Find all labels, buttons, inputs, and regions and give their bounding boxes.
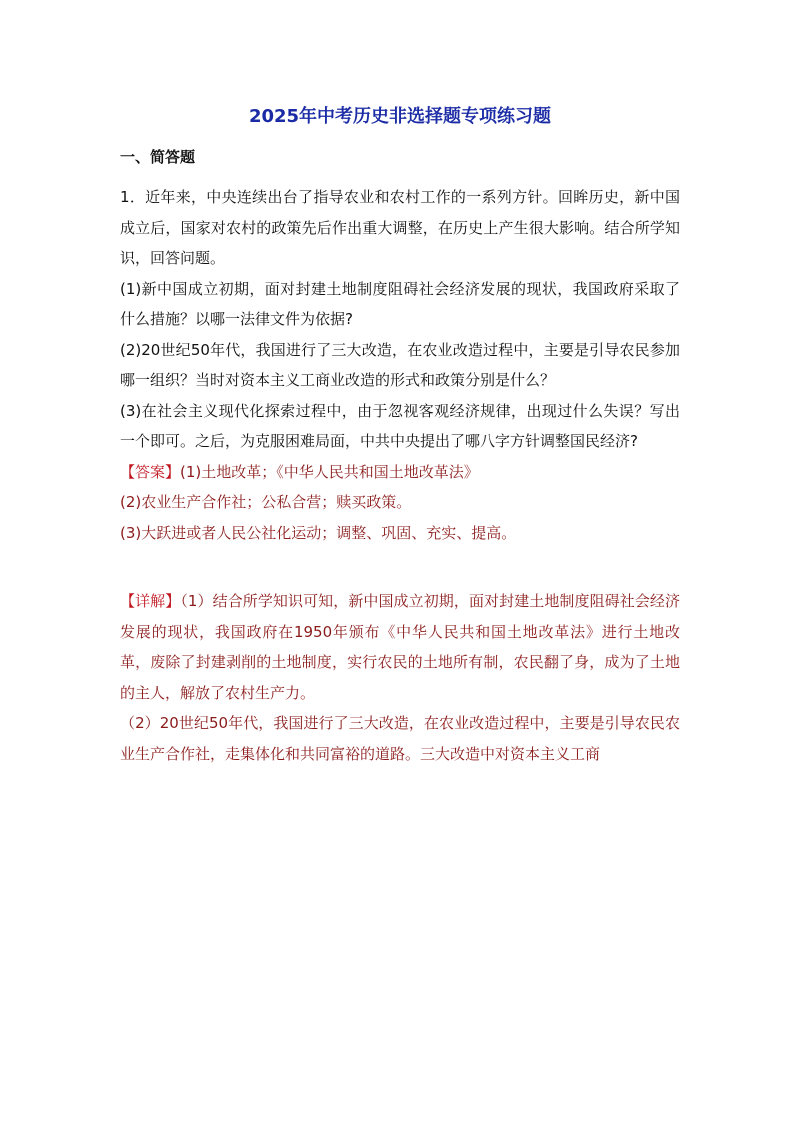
answer-line-2: (2)农业生产合作社；公私合营；赎买政策。 bbox=[120, 493, 412, 511]
section-heading: 一、简答题 bbox=[120, 148, 196, 166]
spacer bbox=[120, 548, 680, 586]
explanation-text-1: （1）结合所学知识可知，新中国成立初期，面对封建土地制度阻碍社会经济发展的现状，我国政府在1950年颁布《中华人民共和国土地改革法》进行土地改革，废除了封建剥削的土地制度，实行农民的土地所有制，农民翻了身，成为了土地的主人，解放了农村生产力。 bbox=[120, 592, 680, 702]
question-part-1: (1)新中国成立初期，面对封建土地制度阻碍社会经济发展的现状，我国政府采取了什么措施？以哪一法律文件为依据? bbox=[120, 279, 680, 328]
answer-line-1 bbox=[120, 457, 680, 488]
question-stem: 1．近年来，中央连续出台了指导农业和农村工作的一系列方针。回眸历史，新中国成立后，国家对农村的政策先后作出重大调整，在历史上产生很大影响。结合所学知识，回答问题。 bbox=[120, 188, 680, 267]
explanation-paragraph-2: （2）20世纪50年代，我国进行了三大改造，在农业改造过程中，主要是引导农民农业生产合作社，走集体化和共同富裕的道路。三大改造中对资本主义工商 bbox=[120, 714, 680, 763]
document-page bbox=[120, 104, 680, 769]
answer-text-1: (1)土地改革；《中华人民共和国土地改革法》 bbox=[180, 462, 479, 481]
document-title: 2025年中考历史非选择题专项练习题 bbox=[248, 106, 552, 127]
explanation-label: 【详解】 bbox=[120, 592, 181, 610]
answer-label: 【答案】 bbox=[120, 462, 181, 481]
question-part-3: (3)在社会主义现代化探索过程中，由于忽视客观经济规律，出现过什么失误？写出一个即可。之后，为克服困难局面，中共中央提出了哪八字方针调整国民经济? bbox=[120, 401, 680, 450]
explanation-paragraph-1 bbox=[120, 586, 680, 708]
question-part-2: (2)20世纪50年代，我国进行了三大改造，在农业改造过程中，主要是引导农民参加哪一组织？当时对资本主义工商业改造的形式和政策分别是什么？ bbox=[120, 340, 680, 389]
answer-line-3: (3)大跃进或者人民公社化运动；调整、巩固、充实、提高。 bbox=[120, 523, 517, 542]
